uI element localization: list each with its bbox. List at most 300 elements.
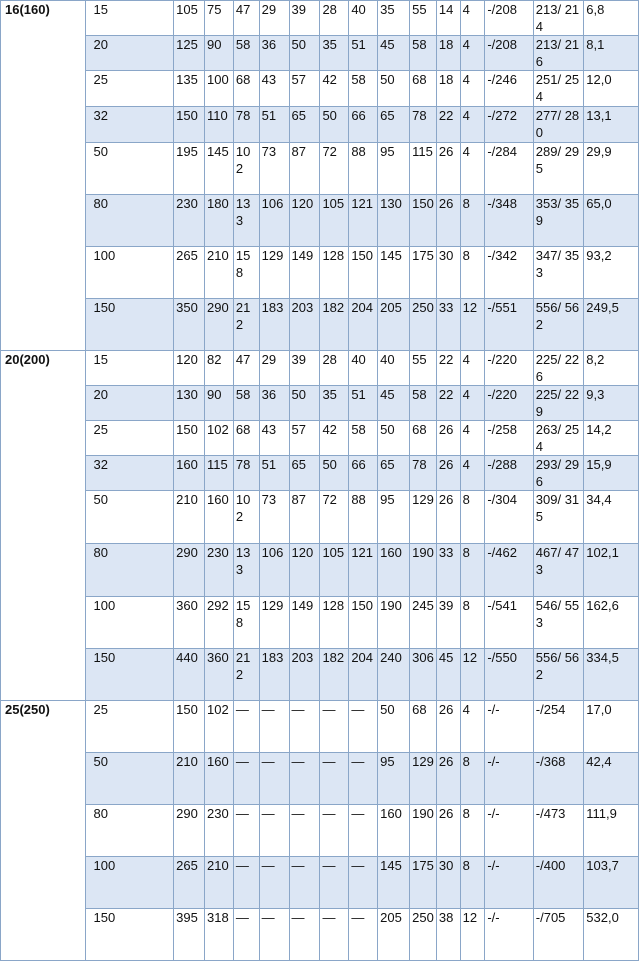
value-cell: -/551 [485,299,533,351]
value-cell: 9,3 [584,386,639,421]
value-cell: 40 [349,351,378,386]
value-cell: 277/ 280 [533,107,584,143]
value-cell: 182 [320,299,349,351]
table-row [1,701,639,753]
nominal-diameter-cell: 80 [85,544,174,597]
value-cell: 190 [410,805,437,857]
value-cell: 26 [436,456,460,491]
value-cell: 183 [259,299,289,351]
value-cell: -/- [485,909,533,961]
table-row [1,421,639,456]
value-cell: — [289,909,320,961]
value-cell: 33 [436,544,460,597]
value-cell: 4 [460,421,485,456]
value-cell: 47 [233,1,259,36]
table-row [1,805,639,857]
value-cell: 183 [259,649,289,701]
table-body [1,1,639,961]
value-cell: 8 [460,544,485,597]
table-row [1,299,639,351]
value-cell: 133 [233,195,259,247]
value-cell: -/208 [485,36,533,71]
value-cell: 51 [349,386,378,421]
value-cell: 93,2 [584,247,639,299]
nominal-diameter-cell: 100 [85,247,174,299]
value-cell: 205 [378,299,410,351]
value-cell: 120 [174,351,205,386]
value-cell: — [259,701,289,753]
value-cell: — [233,753,259,805]
value-cell: 18 [436,71,460,107]
nominal-diameter-cell: 50 [85,491,174,544]
value-cell: 78 [410,107,437,143]
value-cell: 230 [174,195,205,247]
value-cell: 38 [436,909,460,961]
value-cell: 12 [460,649,485,701]
value-cell: 149 [289,247,320,299]
value-cell: 17,0 [584,701,639,753]
value-cell: 100 [205,71,234,107]
value-cell: 135 [174,71,205,107]
value-cell: 121 [349,195,378,247]
value-cell: 35 [320,36,349,71]
value-cell: 39 [436,597,460,649]
value-cell: 45 [378,36,410,71]
value-cell: 35 [320,386,349,421]
value-cell: 467/ 473 [533,544,584,597]
value-cell: 58 [410,386,437,421]
value-cell: 68 [233,421,259,456]
table-row [1,597,639,649]
value-cell: 57 [289,71,320,107]
value-cell: 13,1 [584,107,639,143]
value-cell: 66 [349,107,378,143]
value-cell: 121 [349,544,378,597]
value-cell: 14 [436,1,460,36]
value-cell: 203 [289,649,320,701]
value-cell: 150 [174,421,205,456]
value-cell: — [320,857,349,909]
value-cell: 250 [410,299,437,351]
value-cell: 289/ 295 [533,143,584,195]
value-cell: 6,8 [584,1,639,36]
value-cell: -/- [485,753,533,805]
table-row [1,857,639,909]
value-cell: 22 [436,107,460,143]
value-cell: — [233,805,259,857]
value-cell: 68 [233,71,259,107]
value-cell: 102 [205,421,234,456]
nominal-diameter-cell: 150 [85,909,174,961]
value-cell: 440 [174,649,205,701]
value-cell: -/348 [485,195,533,247]
value-cell: 8 [460,247,485,299]
nominal-diameter-cell: 150 [85,299,174,351]
pressure-class-cell: 16(160) [1,1,86,351]
value-cell: 130 [174,386,205,421]
value-cell: 120 [289,195,320,247]
value-cell: 225/ 226 [533,351,584,386]
value-cell: 125 [174,36,205,71]
value-cell: 78 [233,107,259,143]
value-cell: 150 [349,247,378,299]
nominal-diameter-cell: 25 [85,421,174,456]
value-cell: 35 [378,1,410,36]
value-cell: 150 [410,195,437,247]
value-cell: 45 [378,386,410,421]
value-cell: 556/ 562 [533,299,584,351]
nominal-diameter-cell: 20 [85,36,174,71]
value-cell: 51 [349,36,378,71]
value-cell: 68 [410,421,437,456]
value-cell: 40 [378,351,410,386]
value-cell: 129 [410,753,437,805]
value-cell: 42 [320,421,349,456]
value-cell: 28 [320,351,349,386]
value-cell: 78 [410,456,437,491]
value-cell: — [349,857,378,909]
value-cell: -/550 [485,649,533,701]
value-cell: 47 [233,351,259,386]
value-cell: 4 [460,701,485,753]
value-cell: 395 [174,909,205,961]
value-cell: 65 [378,456,410,491]
value-cell: 120 [289,544,320,597]
value-cell: -/400 [533,857,584,909]
value-cell: 150 [174,701,205,753]
value-cell: 50 [378,701,410,753]
value-cell: 22 [436,351,460,386]
value-cell: 210 [205,247,234,299]
value-cell: 87 [289,143,320,195]
value-cell: 43 [259,71,289,107]
value-cell: — [349,701,378,753]
table-row [1,753,639,805]
value-cell: 4 [460,107,485,143]
pressure-class-cell: 20(200) [1,351,86,701]
value-cell: -/462 [485,544,533,597]
value-cell: 51 [259,456,289,491]
value-cell: 29 [259,351,289,386]
value-cell: 26 [436,701,460,753]
value-cell: -/- [485,805,533,857]
value-cell: 240 [378,649,410,701]
value-cell: 265 [174,857,205,909]
value-cell: 8 [460,491,485,544]
value-cell: 34,4 [584,491,639,544]
value-cell: 102,1 [584,544,639,597]
value-cell: — [320,805,349,857]
value-cell: 8,1 [584,36,639,71]
value-cell: — [289,753,320,805]
value-cell: 160 [205,753,234,805]
value-cell: 42,4 [584,753,639,805]
value-cell: 42 [320,71,349,107]
value-cell: 73 [259,491,289,544]
value-cell: — [289,805,320,857]
value-cell: 230 [205,805,234,857]
value-cell: 8 [460,857,485,909]
value-cell: 251/ 254 [533,71,584,107]
value-cell: 347/ 353 [533,247,584,299]
value-cell: 82 [205,351,234,386]
value-cell: 4 [460,1,485,36]
value-cell: 12 [460,909,485,961]
value-cell: 110 [205,107,234,143]
value-cell: -/220 [485,386,533,421]
value-cell: 334,5 [584,649,639,701]
value-cell: — [259,909,289,961]
value-cell: 145 [378,247,410,299]
value-cell: 160 [174,456,205,491]
value-cell: 292 [205,597,234,649]
value-cell: -/304 [485,491,533,544]
value-cell: — [259,805,289,857]
value-cell: 4 [460,36,485,71]
value-cell: 360 [174,597,205,649]
value-cell: 556/ 562 [533,649,584,701]
nominal-diameter-cell: 50 [85,753,174,805]
nominal-diameter-cell: 25 [85,701,174,753]
value-cell: 128 [320,597,349,649]
value-cell: 75 [205,1,234,36]
value-cell: 88 [349,143,378,195]
value-cell: 33 [436,299,460,351]
value-cell: -/- [485,701,533,753]
value-cell: 28 [320,1,349,36]
value-cell: 360 [205,649,234,701]
value-cell: -/473 [533,805,584,857]
table-row [1,107,639,143]
value-cell: 245 [410,597,437,649]
value-cell: 58 [233,386,259,421]
value-cell: 95 [378,491,410,544]
value-cell: 175 [410,857,437,909]
nominal-diameter-cell: 100 [85,597,174,649]
nominal-diameter-cell: 15 [85,1,174,36]
value-cell: 50 [378,71,410,107]
value-cell: 129 [259,597,289,649]
value-cell: 66 [349,456,378,491]
nominal-diameter-cell: 32 [85,107,174,143]
value-cell: 175 [410,247,437,299]
value-cell: -/246 [485,71,533,107]
value-cell: 8,2 [584,351,639,386]
value-cell: — [320,909,349,961]
value-cell: 102 [233,491,259,544]
value-cell: 353/ 359 [533,195,584,247]
value-cell: 95 [378,143,410,195]
value-cell: 180 [205,195,234,247]
value-cell: 160 [205,491,234,544]
value-cell: 212 [233,299,259,351]
value-cell: 102 [233,143,259,195]
value-cell: 158 [233,597,259,649]
value-cell: — [320,753,349,805]
value-cell: -/220 [485,351,533,386]
value-cell: 263/ 254 [533,421,584,456]
value-cell: 8 [460,805,485,857]
value-cell: 150 [174,107,205,143]
value-cell: -/254 [533,701,584,753]
value-cell: 532,0 [584,909,639,961]
value-cell: 293/ 296 [533,456,584,491]
table-row [1,909,639,961]
value-cell: 72 [320,143,349,195]
value-cell: 130 [378,195,410,247]
value-cell: 210 [174,491,205,544]
table-row [1,36,639,71]
table-row [1,649,639,701]
value-cell: 230 [205,544,234,597]
value-cell: — [233,701,259,753]
value-cell: 8 [460,753,485,805]
value-cell: 105 [174,1,205,36]
value-cell: 39 [289,1,320,36]
value-cell: -/284 [485,143,533,195]
value-cell: 4 [460,456,485,491]
value-cell: 14,2 [584,421,639,456]
table-row [1,247,639,299]
value-cell: 68 [410,701,437,753]
value-cell: 212 [233,649,259,701]
value-cell: 51 [259,107,289,143]
value-cell: 58 [410,36,437,71]
value-cell: 213/ 214 [533,1,584,36]
value-cell: 129 [259,247,289,299]
value-cell: 65,0 [584,195,639,247]
value-cell: — [289,701,320,753]
value-cell: 4 [460,351,485,386]
value-cell: 115 [410,143,437,195]
value-cell: 205 [378,909,410,961]
value-cell: — [349,753,378,805]
value-cell: 36 [259,36,289,71]
value-cell: 18 [436,36,460,71]
nominal-diameter-cell: 100 [85,857,174,909]
value-cell: 182 [320,649,349,701]
value-cell: 30 [436,247,460,299]
value-cell: 30 [436,857,460,909]
value-cell: — [259,753,289,805]
value-cell: 203 [289,299,320,351]
table-row [1,491,639,544]
value-cell: -/342 [485,247,533,299]
value-cell: 4 [460,143,485,195]
value-cell: -/288 [485,456,533,491]
value-cell: 149 [289,597,320,649]
value-cell: 26 [436,195,460,247]
value-cell: 190 [378,597,410,649]
value-cell: -/- [485,857,533,909]
value-cell: 39 [289,351,320,386]
value-cell: 133 [233,544,259,597]
value-cell: 103,7 [584,857,639,909]
value-cell: 58 [349,71,378,107]
value-cell: 72 [320,491,349,544]
value-cell: 88 [349,491,378,544]
value-cell: 45 [436,649,460,701]
nominal-diameter-cell: 50 [85,143,174,195]
table-row [1,386,639,421]
value-cell: 204 [349,299,378,351]
value-cell: 162,6 [584,597,639,649]
value-cell: 4 [460,71,485,107]
value-cell: 50 [320,456,349,491]
value-cell: 210 [174,753,205,805]
value-cell: — [320,701,349,753]
value-cell: 225/ 229 [533,386,584,421]
value-cell: 210 [205,857,234,909]
value-cell: 145 [205,143,234,195]
value-cell: 26 [436,143,460,195]
value-cell: 87 [289,491,320,544]
table-row [1,544,639,597]
value-cell: 105 [320,195,349,247]
value-cell: 65 [289,456,320,491]
nominal-diameter-cell: 32 [85,456,174,491]
value-cell: 150 [349,597,378,649]
value-cell: 250 [410,909,437,961]
value-cell: 90 [205,36,234,71]
value-cell: 106 [259,195,289,247]
value-cell: 58 [349,421,378,456]
value-cell: 26 [436,753,460,805]
value-cell: 8 [460,597,485,649]
value-cell: 29 [259,1,289,36]
nominal-diameter-cell: 20 [85,386,174,421]
value-cell: 546/ 553 [533,597,584,649]
value-cell: 40 [349,1,378,36]
value-cell: 350 [174,299,205,351]
value-cell: 57 [289,421,320,456]
value-cell: 12,0 [584,71,639,107]
value-cell: 65 [378,107,410,143]
value-cell: 43 [259,421,289,456]
value-cell: 55 [410,351,437,386]
value-cell: 213/ 216 [533,36,584,71]
value-cell: 90 [205,386,234,421]
value-cell: 249,5 [584,299,639,351]
value-cell: 58 [233,36,259,71]
value-cell: 115 [205,456,234,491]
value-cell: 50 [289,386,320,421]
value-cell: 102 [205,701,234,753]
value-cell: 290 [174,544,205,597]
nominal-diameter-cell: 80 [85,195,174,247]
value-cell: 95 [378,753,410,805]
value-cell: 111,9 [584,805,639,857]
value-cell: 26 [436,805,460,857]
value-cell: -/258 [485,421,533,456]
value-cell: -/272 [485,107,533,143]
value-cell: 15,9 [584,456,639,491]
value-cell: 50 [289,36,320,71]
value-cell: 50 [378,421,410,456]
value-cell: 29,9 [584,143,639,195]
value-cell: 306 [410,649,437,701]
value-cell: 36 [259,386,289,421]
value-cell: 190 [410,544,437,597]
value-cell: 106 [259,544,289,597]
value-cell: 309/ 315 [533,491,584,544]
value-cell: -/541 [485,597,533,649]
value-cell: 26 [436,491,460,544]
value-cell: 160 [378,544,410,597]
value-cell: 128 [320,247,349,299]
value-cell: — [289,857,320,909]
table-row [1,351,639,386]
